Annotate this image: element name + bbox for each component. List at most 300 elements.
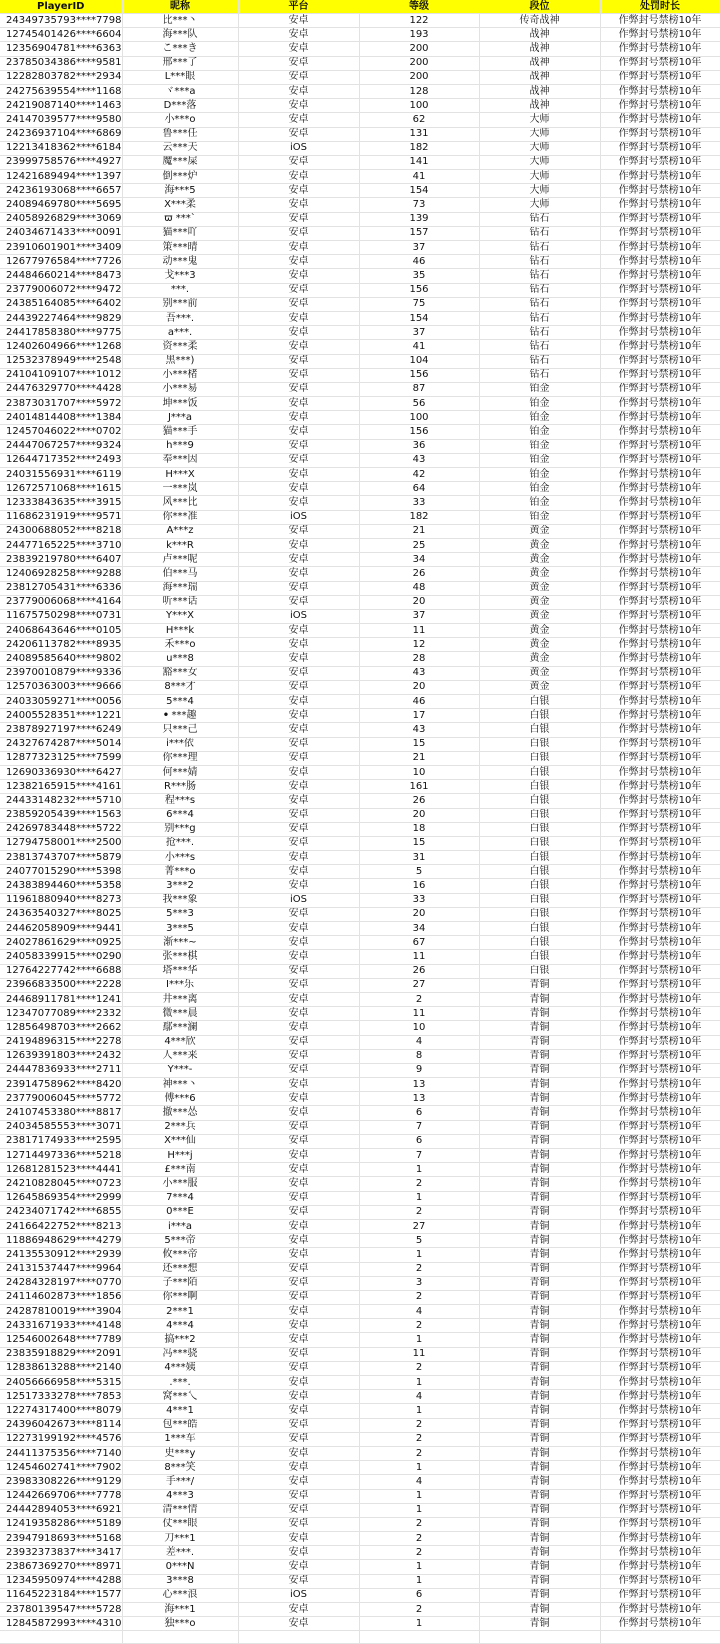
- penalty-duration-cell: 作弊封号禁榜10年: [600, 1503, 720, 1517]
- table-row: [0, 1574, 720, 1588]
- platform-cell: 安卓: [238, 1063, 359, 1077]
- table-row: [0, 1390, 720, 1404]
- nickname-cell: 井***离: [122, 992, 238, 1006]
- platform-cell: 安卓: [238, 1376, 359, 1390]
- penalty-duration-cell: 作弊封号禁榜10年: [600, 822, 720, 836]
- nickname-cell: 7***4: [122, 1191, 238, 1205]
- rank-cell: 黄金: [479, 680, 600, 694]
- table-row: [0, 1021, 720, 1035]
- platform-cell: 安卓: [238, 1035, 359, 1049]
- rank-cell: 青铜: [479, 1149, 600, 1163]
- player-id-cell: 24287810019****3904: [0, 1305, 122, 1319]
- table-row: [0, 212, 720, 226]
- nickname-cell: 抢***.: [122, 836, 238, 850]
- table-row: [0, 765, 720, 779]
- table-row: [0, 1134, 720, 1148]
- penalty-duration-cell: 作弊封号禁榜10年: [600, 368, 720, 382]
- platform-cell: 安卓: [238, 1219, 359, 1233]
- player-id-cell: 24484660214****8473: [0, 269, 122, 283]
- level-cell: 1: [359, 1404, 479, 1418]
- player-id-cell: 12570363003****9666: [0, 680, 122, 694]
- player-id-cell: 24447836933****2711: [0, 1063, 122, 1077]
- level-cell: 15: [359, 737, 479, 751]
- rank-cell: 青铜: [479, 1276, 600, 1290]
- platform-cell: 安卓: [238, 1461, 359, 1475]
- platform-cell: 安卓: [238, 524, 359, 538]
- platform-cell: 安卓: [238, 1532, 359, 1546]
- player-id-cell: 11961880940****8273: [0, 893, 122, 907]
- empty-cell: [122, 1631, 238, 1644]
- rank-cell: 黄金: [479, 609, 600, 623]
- level-cell: 56: [359, 397, 479, 411]
- penalty-duration-cell: 作弊封号禁榜10年: [600, 155, 720, 169]
- nickname-cell: 菁***o: [122, 865, 238, 879]
- nickname-cell: 6***4: [122, 808, 238, 822]
- player-id-cell: 24468911781****1241: [0, 992, 122, 1006]
- level-cell: 33: [359, 893, 479, 907]
- platform-cell: 安卓: [238, 14, 359, 28]
- player-id-cell: 24034585553****3071: [0, 1120, 122, 1134]
- penalty-duration-cell: 作弊封号禁榜10年: [600, 510, 720, 524]
- level-cell: 100: [359, 411, 479, 425]
- penalty-duration-cell: 作弊封号禁榜10年: [600, 1546, 720, 1560]
- rank-cell: 青铜: [479, 1603, 600, 1617]
- rank-cell: 黄金: [479, 553, 600, 567]
- player-id-cell: 12356904781****6363: [0, 42, 122, 56]
- platform-cell: 安卓: [238, 936, 359, 950]
- player-id-cell: 23983308226****9129: [0, 1475, 122, 1489]
- level-cell: 43: [359, 666, 479, 680]
- player-id-cell: 24058339915****0290: [0, 950, 122, 964]
- platform-cell: 安卓: [238, 42, 359, 56]
- penalty-duration-cell: 作弊封号禁榜10年: [600, 879, 720, 893]
- nickname-cell: 动***鬼: [122, 255, 238, 269]
- rank-cell: 铂金: [479, 439, 600, 453]
- nickname-cell: L***眼: [122, 70, 238, 84]
- platform-cell: 安卓: [238, 1432, 359, 1446]
- rank-cell: 青铜: [479, 1532, 600, 1546]
- nickname-cell: k***R: [122, 538, 238, 552]
- platform-cell: 安卓: [238, 666, 359, 680]
- level-cell: 182: [359, 510, 479, 524]
- penalty-duration-cell: 作弊封号禁榜10年: [600, 99, 720, 113]
- level-cell: 1: [359, 1333, 479, 1347]
- rank-cell: 白银: [479, 737, 600, 751]
- platform-cell: 安卓: [238, 113, 359, 127]
- penalty-duration-cell: 作弊封号禁榜10年: [600, 1574, 720, 1588]
- platform-cell: 安卓: [238, 581, 359, 595]
- penalty-duration-cell: 作弊封号禁榜10年: [600, 1120, 720, 1134]
- platform-cell: 安卓: [238, 1347, 359, 1361]
- penalty-duration-cell: 作弊封号禁榜10年: [600, 1092, 720, 1106]
- nickname-cell: I***乐: [122, 978, 238, 992]
- platform-cell: 安卓: [238, 1475, 359, 1489]
- level-cell: 20: [359, 595, 479, 609]
- table-row: [0, 709, 720, 723]
- level-cell: 2: [359, 1177, 479, 1191]
- player-id-cell: 24442894053****6921: [0, 1503, 122, 1517]
- level-cell: 27: [359, 978, 479, 992]
- penalty-duration-cell: 作弊封号禁榜10年: [600, 1063, 720, 1077]
- level-cell: 6: [359, 1134, 479, 1148]
- level-cell: 13: [359, 1092, 479, 1106]
- nickname-cell: 风***比: [122, 496, 238, 510]
- level-cell: 33: [359, 496, 479, 510]
- player-id-cell: 23966833500****2228: [0, 978, 122, 992]
- player-id-cell: 23878927197****6249: [0, 723, 122, 737]
- platform-cell: 安卓: [238, 496, 359, 510]
- player-id-cell: 12714497336****5218: [0, 1149, 122, 1163]
- rank-cell: 战神: [479, 84, 600, 98]
- level-cell: 1: [359, 1163, 479, 1177]
- level-cell: 28: [359, 652, 479, 666]
- rank-cell: 青铜: [479, 1517, 600, 1531]
- platform-cell: 安卓: [238, 198, 359, 212]
- level-cell: 11: [359, 1007, 479, 1021]
- rank-cell: 青铜: [479, 1546, 600, 1560]
- table-row: [0, 1319, 720, 1333]
- nickname-cell: 你***准: [122, 510, 238, 524]
- level-cell: 6: [359, 1106, 479, 1120]
- platform-cell: 安卓: [238, 212, 359, 226]
- nickname-cell: £***南: [122, 1163, 238, 1177]
- table-row: [0, 1532, 720, 1546]
- player-id-cell: 23785034386****9581: [0, 56, 122, 70]
- platform-cell: 安卓: [238, 382, 359, 396]
- platform-cell: 安卓: [238, 368, 359, 382]
- player-id-cell: 24131537447****9964: [0, 1262, 122, 1276]
- empty-cell: [600, 1631, 720, 1644]
- table-row: [0, 1588, 720, 1602]
- nickname-cell: H***j: [122, 1149, 238, 1163]
- rank-cell: 钻石: [479, 354, 600, 368]
- level-cell: 7: [359, 1120, 479, 1134]
- level-cell: 64: [359, 482, 479, 496]
- rank-cell: 白银: [479, 879, 600, 893]
- level-cell: 2: [359, 1262, 479, 1276]
- penalty-duration-cell: 作弊封号禁榜10年: [600, 84, 720, 98]
- platform-cell: iOS: [238, 893, 359, 907]
- rank-cell: 青铜: [479, 1205, 600, 1219]
- penalty-duration-cell: 作弊封号禁榜10年: [600, 1134, 720, 1148]
- level-cell: 18: [359, 822, 479, 836]
- rank-cell: 白银: [479, 907, 600, 921]
- table-row: [0, 1489, 720, 1503]
- penalty-duration-cell: 作弊封号禁榜10年: [600, 113, 720, 127]
- penalty-duration-cell: 作弊封号禁榜10年: [600, 1404, 720, 1418]
- table-row: [0, 283, 720, 297]
- rank-cell: 铂金: [479, 411, 600, 425]
- platform-cell: iOS: [238, 1588, 359, 1602]
- table-row: [0, 737, 720, 751]
- level-cell: 11: [359, 1347, 479, 1361]
- player-id-cell: 23910601901****3409: [0, 241, 122, 255]
- rank-cell: 大师: [479, 184, 600, 198]
- player-id-cell: 24462058909****9441: [0, 922, 122, 936]
- penalty-duration-cell: 作弊封号禁榜10年: [600, 1489, 720, 1503]
- nickname-cell: 手***/: [122, 1475, 238, 1489]
- penalty-duration-cell: 作弊封号禁榜10年: [600, 1205, 720, 1219]
- table-row: [0, 1149, 720, 1163]
- level-cell: 4: [359, 1390, 479, 1404]
- platform-cell: 安卓: [238, 1078, 359, 1092]
- player-id-cell: 24104109107****1012: [0, 368, 122, 382]
- rank-cell: 青铜: [479, 1390, 600, 1404]
- nickname-cell: 0***N: [122, 1560, 238, 1574]
- nickname-cell: 小***服: [122, 1177, 238, 1191]
- nickname-cell: 听***话: [122, 595, 238, 609]
- penalty-duration-cell: 作弊封号禁榜10年: [600, 311, 720, 325]
- nickname-cell: 刀***1: [122, 1532, 238, 1546]
- level-cell: 20: [359, 808, 479, 822]
- player-id-cell: 11675750298****0731: [0, 609, 122, 623]
- player-id-cell: 12645869354****2999: [0, 1191, 122, 1205]
- table-row: [0, 978, 720, 992]
- platform-cell: 安卓: [238, 1106, 359, 1120]
- level-cell: 41: [359, 170, 479, 184]
- nickname-cell: 我***象: [122, 893, 238, 907]
- level-cell: 139: [359, 212, 479, 226]
- rank-cell: 青铜: [479, 1319, 600, 1333]
- penalty-duration-cell: 作弊封号禁榜10年: [600, 1475, 720, 1489]
- table-row: [0, 1007, 720, 1021]
- player-id-cell: 24058926829****3069: [0, 212, 122, 226]
- player-id-cell: 24284328197****0770: [0, 1276, 122, 1290]
- table-row: [0, 907, 720, 921]
- penalty-duration-cell: 作弊封号禁榜10年: [600, 1049, 720, 1063]
- rank-cell: 钻石: [479, 340, 600, 354]
- penalty-duration-cell: 作弊封号禁榜10年: [600, 680, 720, 694]
- table-row: [0, 893, 720, 907]
- rank-cell: 青铜: [479, 1063, 600, 1077]
- table-row: [0, 1461, 720, 1475]
- level-cell: 1: [359, 1489, 479, 1503]
- rank-cell: 白银: [479, 695, 600, 709]
- player-id-cell: 12273199192****4576: [0, 1432, 122, 1446]
- penalty-duration-cell: 作弊封号禁榜10年: [600, 14, 720, 28]
- player-id-cell: 12274317400****8079: [0, 1404, 122, 1418]
- platform-cell: 安卓: [238, 184, 359, 198]
- platform-cell: 安卓: [238, 567, 359, 581]
- penalty-duration-cell: 作弊封号禁榜10年: [600, 794, 720, 808]
- table-row: [0, 155, 720, 169]
- player-id-cell: 23999758576****4927: [0, 155, 122, 169]
- nickname-cell: 4***4: [122, 1319, 238, 1333]
- penalty-duration-cell: 作弊封号禁榜10年: [600, 936, 720, 950]
- rank-cell: 青铜: [479, 992, 600, 1006]
- platform-cell: 安卓: [238, 1489, 359, 1503]
- level-cell: 46: [359, 255, 479, 269]
- table-row: [0, 411, 720, 425]
- player-id-cell: 24447067257****9324: [0, 439, 122, 453]
- platform-cell: 安卓: [238, 1163, 359, 1177]
- rank-cell: 钻石: [479, 212, 600, 226]
- rank-cell: 青铜: [479, 1120, 600, 1134]
- level-cell: 122: [359, 14, 479, 28]
- platform-cell: 安卓: [238, 70, 359, 84]
- player-id-cell: 23779006045****5772: [0, 1092, 122, 1106]
- penalty-duration-cell: 作弊封号禁榜10年: [600, 765, 720, 779]
- table-row: [0, 382, 720, 396]
- table-row: [0, 439, 720, 453]
- nickname-cell: 比***丶: [122, 14, 238, 28]
- player-id-cell: 24433148232****5710: [0, 794, 122, 808]
- level-cell: 131: [359, 127, 479, 141]
- nickname-cell: 2***兵: [122, 1120, 238, 1134]
- platform-cell: 安卓: [238, 468, 359, 482]
- empty-cell: [238, 1631, 359, 1644]
- player-id-cell: 12672571068****1615: [0, 482, 122, 496]
- platform-cell: 安卓: [238, 1603, 359, 1617]
- penalty-duration-cell: 作弊封号禁榜10年: [600, 1234, 720, 1248]
- nickname-cell: 冯***骁: [122, 1347, 238, 1361]
- player-id-cell: 12457046022****0702: [0, 425, 122, 439]
- level-cell: 157: [359, 226, 479, 240]
- nickname-cell: 猫***吖: [122, 226, 238, 240]
- penalty-duration-cell: 作弊封号禁榜10年: [600, 992, 720, 1006]
- penalty-duration-cell: 作弊封号禁榜10年: [600, 326, 720, 340]
- rank-cell: 青铜: [479, 1574, 600, 1588]
- nickname-cell: 小***楮: [122, 368, 238, 382]
- rank-cell: 黄金: [479, 524, 600, 538]
- nickname-cell: 5***4: [122, 695, 238, 709]
- table-row: [0, 1546, 720, 1560]
- rank-cell: 白银: [479, 794, 600, 808]
- level-cell: 193: [359, 28, 479, 42]
- platform-cell: 安卓: [238, 482, 359, 496]
- player-id-cell: 24219087140****1463: [0, 99, 122, 113]
- table-row: [0, 113, 720, 127]
- rank-cell: 钻石: [479, 283, 600, 297]
- platform-cell: 安卓: [238, 155, 359, 169]
- nickname-cell: 3***5: [122, 922, 238, 936]
- nickname-cell: 魔***屎: [122, 155, 238, 169]
- player-id-cell: 11886948629****4279: [0, 1234, 122, 1248]
- platform-cell: 安卓: [238, 652, 359, 666]
- table-row: [0, 326, 720, 340]
- penalty-duration-cell: 作弊封号禁榜10年: [600, 127, 720, 141]
- level-cell: 2: [359, 1446, 479, 1460]
- rank-cell: 青铜: [479, 1461, 600, 1475]
- level-cell: 37: [359, 326, 479, 340]
- nickname-cell: 人***来: [122, 1049, 238, 1063]
- level-cell: 11: [359, 950, 479, 964]
- nickname-cell: D***落: [122, 99, 238, 113]
- nickname-cell: 海***1: [122, 1603, 238, 1617]
- platform-cell: iOS: [238, 141, 359, 155]
- level-cell: 26: [359, 567, 479, 581]
- penalty-duration-cell: 作弊封号禁榜10年: [600, 836, 720, 850]
- penalty-duration-cell: 作弊封号禁榜10年: [600, 297, 720, 311]
- table-row: [0, 1376, 720, 1390]
- player-id-cell: 23947918693****5168: [0, 1532, 122, 1546]
- player-id-cell: 12333843635****3915: [0, 496, 122, 510]
- platform-cell: 安卓: [238, 28, 359, 42]
- table-row: [0, 99, 720, 113]
- platform-cell: 安卓: [238, 1617, 359, 1631]
- table-row: [0, 311, 720, 325]
- table-row: [0, 1276, 720, 1290]
- platform-cell: 安卓: [238, 836, 359, 850]
- nickname-cell: 4***欣: [122, 1035, 238, 1049]
- table-row: [0, 794, 720, 808]
- rank-cell: 青铜: [479, 1191, 600, 1205]
- nickname-cell: 小***o: [122, 113, 238, 127]
- platform-cell: 安卓: [238, 99, 359, 113]
- penalty-duration-cell: 作弊封号禁榜10年: [600, 411, 720, 425]
- nickname-cell: 鲁***任: [122, 127, 238, 141]
- table-row: [0, 822, 720, 836]
- player-id-cell: 24114602873****1856: [0, 1290, 122, 1304]
- platform-cell: 安卓: [238, 226, 359, 240]
- penalty-duration-cell: 作弊封号禁榜10年: [600, 439, 720, 453]
- nickname-cell: 差***.: [122, 1546, 238, 1560]
- player-id-cell: 12546002648****7789: [0, 1333, 122, 1347]
- player-id-cell: 23812705431****6336: [0, 581, 122, 595]
- platform-cell: 安卓: [238, 283, 359, 297]
- nickname-cell: 5***3: [122, 907, 238, 921]
- level-cell: 2: [359, 1432, 479, 1446]
- player-id-cell: 24031556931****6119: [0, 468, 122, 482]
- table-row: [0, 1049, 720, 1063]
- table-row: [0, 14, 720, 28]
- level-cell: 1: [359, 1617, 479, 1631]
- nickname-cell: 微***晨: [122, 1007, 238, 1021]
- rank-cell: 钻石: [479, 226, 600, 240]
- level-cell: 1: [359, 1574, 479, 1588]
- player-id-cell: 24300688052****8218: [0, 524, 122, 538]
- nickname-cell: 5***帝: [122, 1234, 238, 1248]
- rank-cell: 战神: [479, 42, 600, 56]
- penalty-duration-cell: 作弊封号禁榜10年: [600, 283, 720, 297]
- level-cell: 17: [359, 709, 479, 723]
- nickname-cell: 伯***马: [122, 567, 238, 581]
- penalty-duration-cell: 作弊封号禁榜10年: [600, 482, 720, 496]
- level-cell: 13: [359, 1078, 479, 1092]
- level-cell: 2: [359, 1319, 479, 1333]
- level-cell: 31: [359, 851, 479, 865]
- rank-cell: 白银: [479, 723, 600, 737]
- penalty-duration-cell: 作弊封号禁榜10年: [600, 737, 720, 751]
- player-id-cell: 24077015290****5398: [0, 865, 122, 879]
- table-row: [0, 1347, 720, 1361]
- penalty-duration-cell: 作弊封号禁榜10年: [600, 141, 720, 155]
- table-row: [0, 340, 720, 354]
- rank-cell: 青铜: [479, 1007, 600, 1021]
- rank-cell: 铂金: [479, 510, 600, 524]
- empty-cell: [0, 1631, 122, 1644]
- rank-cell: 青铜: [479, 1248, 600, 1262]
- table-row: [0, 609, 720, 623]
- level-cell: 6: [359, 1588, 479, 1602]
- nickname-cell: X***仙: [122, 1134, 238, 1148]
- rank-cell: 白银: [479, 851, 600, 865]
- penalty-duration-cell: 作弊封号禁榜10年: [600, 851, 720, 865]
- nickname-cell: i***a: [122, 1219, 238, 1233]
- table-row: [0, 638, 720, 652]
- level-cell: 4: [359, 1035, 479, 1049]
- nickname-cell: 海***5: [122, 184, 238, 198]
- rank-cell: 黄金: [479, 652, 600, 666]
- player-id-cell: 12421689494****1397: [0, 170, 122, 184]
- nickname-cell: 别***g: [122, 822, 238, 836]
- nickname-cell: 策***晴: [122, 241, 238, 255]
- table-row: [0, 964, 720, 978]
- level-cell: 2: [359, 1546, 479, 1560]
- table-row: [0, 1063, 720, 1077]
- nickname-cell: 一***岚: [122, 482, 238, 496]
- table-row: [0, 84, 720, 98]
